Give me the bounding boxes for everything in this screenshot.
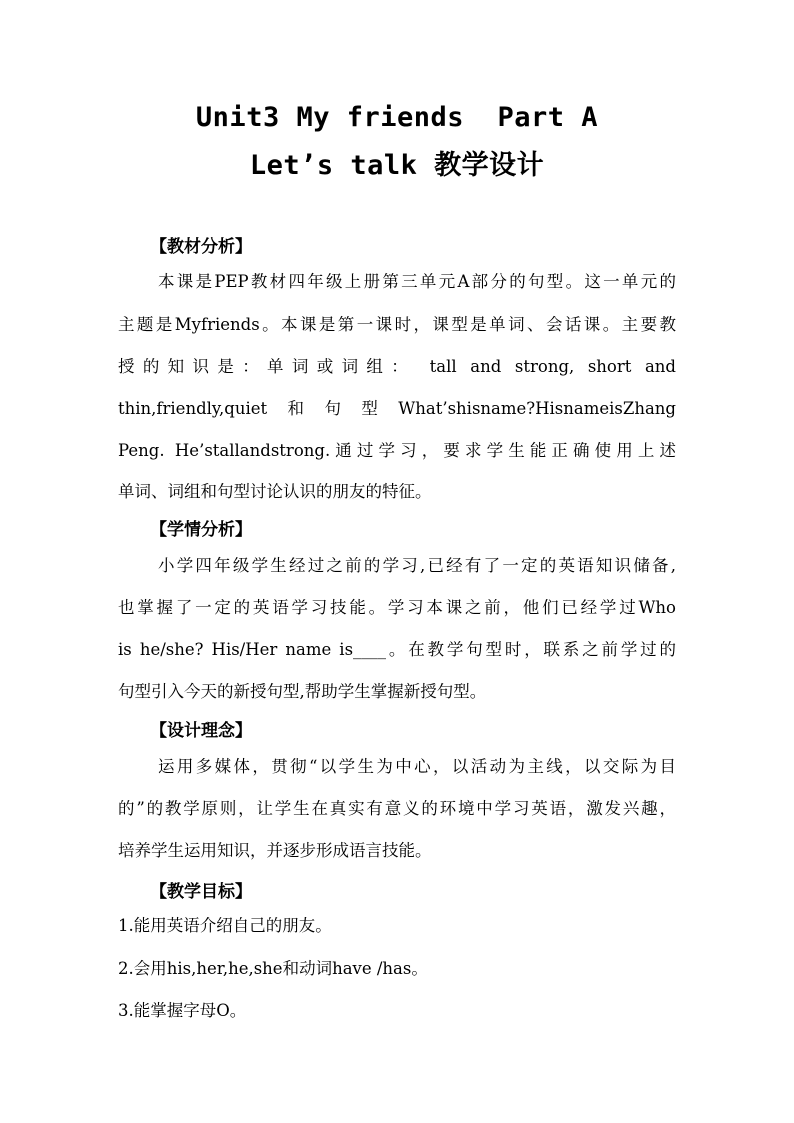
document-title-line1: Unit3 My friends Part A <box>195 102 599 133</box>
section-heading-concept: 【设计理念】 <box>150 721 252 741</box>
goal-item: 3.能掌握字母O。 <box>118 1001 247 1020</box>
paragraph-line: 单词、词组和句型讨论认识的朋友的特征。 <box>118 482 432 501</box>
paragraph-line: is he/she? His/Her name is____。在教学句型时，联系之前学过的 <box>118 640 676 659</box>
paragraph-line: 也掌握了一定的英语学习技能。学习本课之前，他们已经学过Who <box>118 598 676 617</box>
paragraph-line: 运用多媒体，贯彻“以学生为中心，以活动为主线，以交际为目 <box>158 757 676 776</box>
paragraph-line: 句型引入今天的新授句型,帮助学生掌握新授句型。 <box>118 682 487 701</box>
paragraph-line: 主题是Myfriends。本课是第一课时，课型是单词、会话课。主要教 <box>118 315 676 334</box>
section-heading-goals: 【教学目标】 <box>150 882 252 902</box>
paragraph-line: 本课是PEP教材四年级上册第三单元A部分的句型。这一单元的 <box>158 272 676 291</box>
paragraph-line: 的”的教学原则，让学生在真实有意义的环境中学习英语，激发兴趣， <box>118 799 676 818</box>
section-heading-students: 【学情分析】 <box>150 520 252 540</box>
paragraph-line: 小学四年级学生经过之前的学习,已经有了一定的英语知识储备, <box>158 556 676 575</box>
goal-item: 2.会用his,her,he,she和动词have /has。 <box>118 959 428 978</box>
section-heading-material: 【教材分析】 <box>150 237 252 257</box>
document-title-line2: Let’s talk 教学设计 <box>249 150 545 181</box>
goal-item: 1.能用英语介绍自己的朋友。 <box>118 916 332 935</box>
paragraph-line: Peng. He’stallandstrong.通过学习，要求学生能正确使用上述 <box>118 441 676 460</box>
paragraph-line: 授的知识是：单词或词组： tall and strong, short and <box>118 357 676 376</box>
paragraph-line: thin,friendly,quiet和句型What’shisname?HisnameisZhang <box>118 399 676 418</box>
paragraph-line: 培养学生运用知识，并逐步形成语言技能。 <box>118 841 432 860</box>
